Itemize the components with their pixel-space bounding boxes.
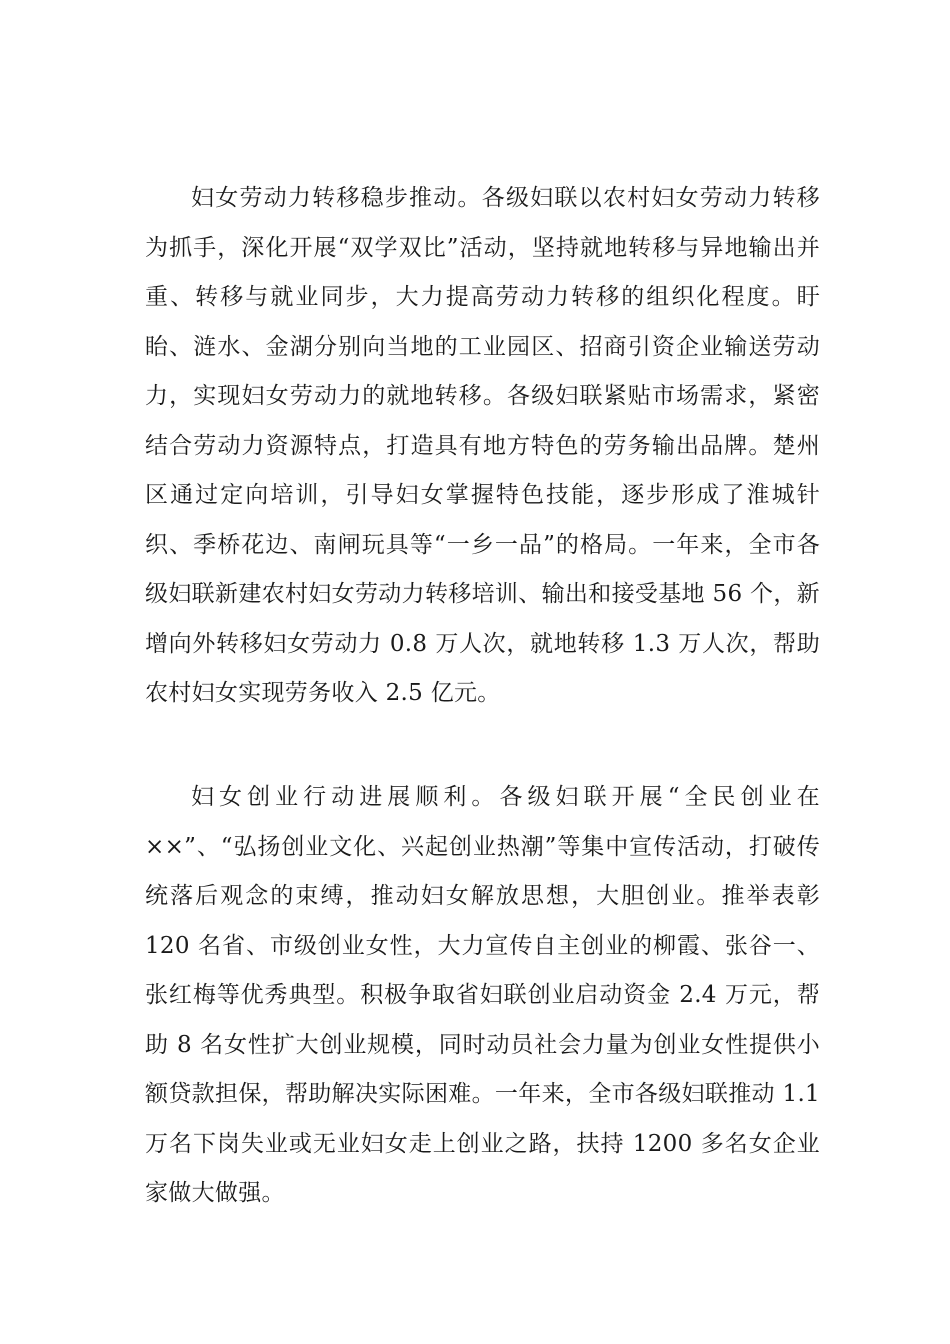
paragraph-labor-transfer: 妇女劳动力转移稳步推动。各级妇联以农村妇女劳动力转移为抓手，深化开展“双学双比”活动，坚持就地转移与异地输出并重、转移与就业同步，大力提高劳动力转移的组织化程度。盱眙、涟水、金湖分别向当地的工业园区、招商引资企业输送劳动力，实现妇女劳动力的就地转移。各级妇联紧贴市场需求，紧密结合劳动力资源特点，打造具有地方特色的劳务输出品牌。楚州区通过定向培训，引导妇女掌握特色技能，逐步形成了淮城针织、季桥花边、南闸玩具等“一乡一品”的格局。一年来，全市各级妇联新建农村妇女劳动力转移培训、输出和接受基地 56 个，新增向外转移妇女劳动力 0.8 万人次，就地转移 1.3 万人次，帮助农村妇女实现劳务收入 2.5 亿元。 [145,185,820,706]
paragraph-entrepreneurship: 妇女创业行动进展顺利。各级妇联开展“全民创业在××”、“弘扬创业文化、兴起创业热潮”等集中宣传活动，打破传统落后观念的束缚，推动妇女解放思想，大胆创业。推举表彰 120 名省、市级创业女性，大力宣传自主创业的柳霞、张谷一、张红梅等优秀典型。积极争取省妇联创业启动资金 2.4 万元，帮助 8 名女性扩大创业规模，同时动员社会力量为创业女性提供小额贷款担保，帮助解决实际困难。一年来，全市各级妇联推动 1.1 万名下岗失业或无业妇女走上创业之路，扶持 1200 多名女企业家做大做强。 [145,784,820,1206]
